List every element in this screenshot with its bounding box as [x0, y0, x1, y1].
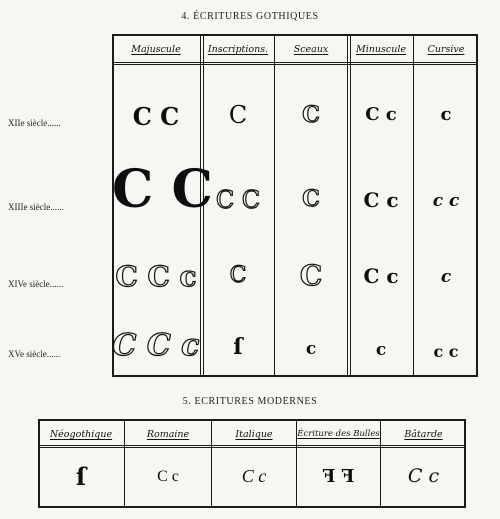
glyph-majuscule-xii: C C: [132, 102, 180, 131]
column-header-neogothique: Néogothique: [49, 429, 113, 440]
header-rule: [112, 62, 478, 65]
glyph-cursive-xii: c: [440, 104, 452, 125]
glyph-neogothique: ſ: [75, 462, 87, 491]
glyph-cursive-xv: c c: [433, 342, 459, 361]
column-header-minuscule: Minuscule: [356, 44, 406, 55]
glyph-cursive-xiv: c: [440, 267, 452, 287]
glyph-minuscule-xiv: C c: [363, 264, 399, 288]
row-label-12th-century: XIIe siècle......: [8, 118, 61, 128]
row-label-14th-century: XIVe siècle......: [8, 279, 64, 289]
glyph-batarde: C c: [407, 465, 440, 487]
row-label-13th-century: XIIIe siècle......: [8, 202, 64, 212]
glyph-minuscule-xiii: C c: [363, 188, 399, 212]
glyph-sceaux-xiv: C: [299, 259, 323, 292]
glyph-cursive-xiii: c c: [432, 191, 460, 211]
column-header-batarde: Bâtarde: [404, 429, 443, 440]
glyph-majuscule-xiv: C C c: [115, 260, 197, 293]
section-4-title: 4. ÉCRITURES GOTHIQUES: [181, 11, 319, 22]
glyph-inscriptions-xii: C: [228, 101, 248, 129]
glyph-italique: C c: [241, 466, 267, 486]
glyph-sceaux-xiii: C: [302, 186, 320, 212]
column-header-majuscule: Majuscule: [131, 44, 181, 55]
column-header-sceaux: Sceaux: [293, 44, 329, 55]
glyph-inscriptions-xiv: C: [229, 263, 247, 288]
glyph-sceaux-xv: c: [305, 339, 317, 359]
glyph-sceaux-xii: C: [302, 102, 320, 128]
glyph-inscriptions-xv: ſ: [233, 334, 243, 360]
section-5-title: 5. ECRITURES MODERNES: [182, 396, 318, 407]
glyph-minuscule-xii: C c: [365, 104, 397, 125]
row-label-15th-century: XVe siècle......: [8, 349, 61, 359]
column-header-italique: Italique: [235, 429, 273, 440]
glyph-ecriture-des-bulles: ꟻ ꟻ: [322, 466, 355, 487]
column-header-inscriptions: Inscriptions.: [207, 44, 269, 55]
column-header-ecriture-des-bulles: Écriture des Bulles: [297, 429, 380, 439]
glyph-minuscule-xv: c: [375, 340, 387, 360]
glyph-inscriptions-xiii: C C: [215, 186, 261, 214]
glyph-majuscule-xv: C C c: [112, 328, 200, 363]
glyph-majuscule-xiii: C C: [112, 159, 213, 220]
column-header-cursive: Cursive: [427, 44, 465, 55]
column-header-romaine: Romaine: [146, 429, 190, 440]
glyph-romaine: C c: [157, 468, 179, 485]
header-rule: [38, 445, 466, 448]
